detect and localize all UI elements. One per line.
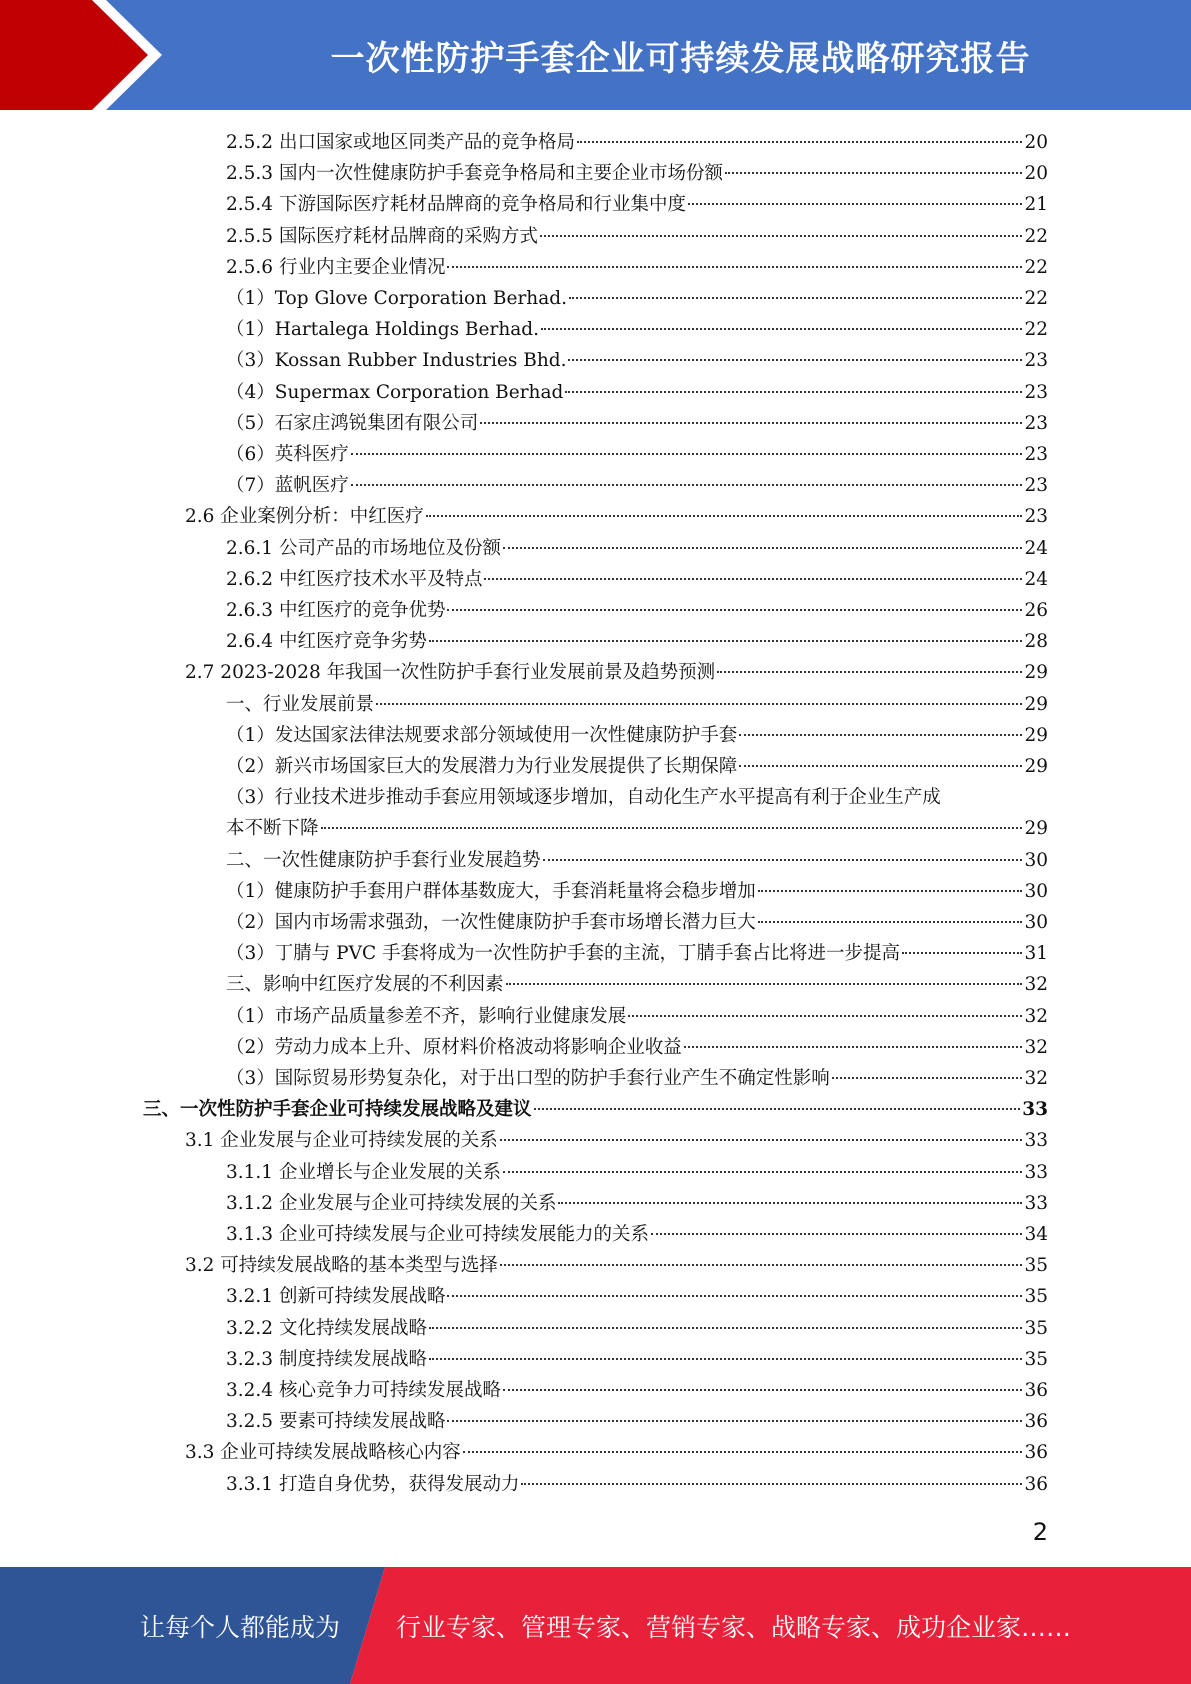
- toc-entry-text: 3.3 企业可持续发展战略核心内容: [185, 1442, 461, 1464]
- report-title: 一次性防护手套企业可持续发展战略研究报告: [330, 38, 1031, 79]
- toc-entry-text: （2）国内市场需求强劲，一次性健康防护手套市场增长潜力巨大: [226, 912, 756, 933]
- toc-dot-leader: [503, 547, 1022, 549]
- toc-entry[interactable]: [0, 1125, 1191, 1156]
- toc-entry-text: 2.6.1 公司产品的市场地位及份额: [226, 537, 501, 559]
- toc-entry-text: （3）国际贸易形势复杂化，对于出口型的防护手套行业产生不确定性影响: [226, 1068, 830, 1089]
- toc-entry[interactable]: [0, 751, 1191, 782]
- toc-dot-leader: [429, 1358, 1022, 1360]
- toc-page-number: 20: [1024, 163, 1048, 185]
- toc-entry-text: 2.5.6 行业内主要企业情况: [226, 256, 446, 278]
- toc-page-number: 24: [1024, 537, 1048, 559]
- toc-page-number: 22: [1024, 319, 1048, 341]
- footer-slogan-left: 让每个人都能成为: [140, 1612, 341, 1642]
- toc-page-number: 32: [1024, 974, 1048, 996]
- toc-entry[interactable]: [0, 377, 1191, 408]
- toc-page-number: 23: [1024, 412, 1048, 434]
- toc-dot-leader: [902, 952, 1022, 954]
- toc-dot-leader: [541, 328, 1022, 330]
- toc-entry[interactable]: [0, 1281, 1191, 1312]
- toc-entry-text: 3.2.2 文化持续发展战略: [226, 1317, 427, 1339]
- toc-entry-text: （6）英科医疗: [226, 444, 349, 465]
- toc-entry-text: 3.2.5 要素可持续发展战略: [226, 1411, 446, 1433]
- toc-entry[interactable]: [0, 408, 1191, 439]
- toc-entry[interactable]: [0, 221, 1191, 252]
- toc-page-number: 29: [1024, 756, 1048, 777]
- toc-dot-leader: [739, 765, 1022, 767]
- toc-entry[interactable]: [0, 1001, 1191, 1032]
- toc-entry-text: 3.1.1 企业增长与企业发展的关系: [226, 1161, 501, 1183]
- toc-entry[interactable]: [0, 283, 1191, 314]
- toc-entry-text: 三、一次性防护手套企业可持续发展战略及建议: [143, 1099, 532, 1121]
- toc-dot-leader: [684, 1046, 1023, 1048]
- toc-dot-leader: [577, 141, 1022, 143]
- toc-entry-text: 3.1 企业发展与企业可持续发展的关系: [185, 1130, 498, 1152]
- toc-entry[interactable]: [0, 1313, 1191, 1344]
- toc-entry-text: （2）劳动力成本上升、原材料价格波动将影响企业收益: [226, 1036, 682, 1058]
- toc-entry[interactable]: [0, 314, 1191, 345]
- toc-entry-text: 三、影响中红医疗发展的不利因素: [226, 974, 504, 996]
- toc-entry-text: （1）Hartalega Holdings Berhad.: [226, 319, 539, 341]
- toc-entry[interactable]: [0, 689, 1191, 720]
- toc-entry-text: 3.2.4 核心竞争力可持续发展战略: [226, 1380, 501, 1401]
- toc-entry[interactable]: [0, 969, 1191, 1000]
- toc-dot-leader: [484, 578, 1022, 580]
- toc-dot-leader: [521, 1483, 1022, 1485]
- toc-entry-text: 3.1.2 企业发展与企业可持续发展的关系: [226, 1192, 557, 1214]
- toc-page-number: 30: [1024, 849, 1048, 871]
- toc-entry[interactable]: [0, 470, 1191, 501]
- toc-entry-text: 2.5.2 出口国家或地区同类产品的竞争格局: [226, 132, 575, 153]
- toc-entry-text: 二、一次性健康防护手套行业发展趋势: [226, 849, 541, 871]
- toc-entry[interactable]: [0, 907, 1191, 938]
- toc-dot-leader: [628, 1015, 1022, 1017]
- toc-dot-leader: [500, 1264, 1023, 1266]
- toc-page-number: 33: [1022, 1099, 1048, 1121]
- toc-entry[interactable]: [0, 439, 1191, 470]
- toc-page-number: 35: [1024, 1317, 1048, 1339]
- toc-dot-leader: [568, 359, 1022, 361]
- toc-entry[interactable]: [0, 1094, 1191, 1125]
- toc-dot-leader: [569, 297, 1022, 299]
- toc-entry-text: （7）蓝帆医疗: [226, 475, 349, 497]
- toc-entry[interactable]: [0, 252, 1191, 283]
- toc-dot-leader: [447, 1295, 1022, 1297]
- toc-entry[interactable]: [0, 1406, 1191, 1437]
- toc-entry[interactable]: [0, 720, 1191, 751]
- toc-dot-leader: [832, 1077, 1023, 1079]
- toc-page-number: 34: [1024, 1224, 1048, 1245]
- toc-page-number: 26: [1024, 600, 1048, 621]
- toc-entry-text: （1）Top Glove Corporation Berhad.: [226, 288, 567, 309]
- toc-entry-text: 3.2 可持续发展战略的基本类型与选择: [185, 1255, 498, 1277]
- toc-entry[interactable]: [0, 1032, 1191, 1063]
- toc-page-number: 28: [1024, 631, 1048, 653]
- toc-entry[interactable]: [0, 813, 1191, 844]
- toc-page-number: 23: [1024, 506, 1048, 528]
- toc-page-number: 23: [1024, 475, 1048, 497]
- toc-dot-leader: [429, 640, 1022, 642]
- toc-page-number: 32: [1024, 1068, 1048, 1089]
- toc-page-number: 29: [1024, 724, 1048, 746]
- toc-page-number: 32: [1024, 1036, 1048, 1058]
- toc-dot-leader: [463, 1451, 1023, 1453]
- toc-entry-text: （3）丁腈与 PVC 手套将成为一次性防护手套的主流，丁腈手套占比将进一步提高: [226, 943, 900, 965]
- toc-entry-text: 3.2.3 制度持续发展战略: [226, 1348, 427, 1370]
- toc-entry[interactable]: [0, 1437, 1191, 1468]
- toc-dot-leader: [429, 1327, 1022, 1329]
- toc-entry-text: （1）发达国家法律法规要求部分领域使用一次性健康防护手套: [226, 724, 738, 746]
- page-number: 2: [1032, 1518, 1048, 1546]
- toc-dot-leader: [688, 203, 1022, 205]
- toc-entry-text: （1）市场产品质量参差不齐，影响行业健康发展: [226, 1005, 627, 1027]
- toc-dot-leader: [321, 827, 1023, 829]
- toc-entry-text: 3.3.1 打造自身优势，获得发展动力: [226, 1473, 520, 1495]
- toc-entry[interactable]: [0, 1157, 1191, 1188]
- toc-dot-leader: [725, 172, 1022, 174]
- toc-entry-text: （5）石家庄鸿锐集团有限公司: [226, 412, 479, 434]
- toc-entry-text: 2.5.3 国内一次性健康防护手套竞争格局和主要企业市场份额: [226, 163, 723, 185]
- toc-page-number: 22: [1024, 256, 1048, 278]
- toc-entry[interactable]: [0, 533, 1191, 564]
- toc-dot-leader: [558, 1202, 1022, 1204]
- toc-page-number: 23: [1024, 444, 1048, 465]
- toc-entry-text: 一、行业发展前景: [226, 693, 375, 715]
- toc-entry[interactable]: [0, 1469, 1191, 1500]
- toc-entry-text: 2.5.5 国际医疗耗材品牌商的采购方式: [226, 225, 538, 247]
- toc-dot-leader: [540, 235, 1022, 237]
- toc-page-number: 23: [1024, 350, 1048, 372]
- toc-page-number: 29: [1024, 818, 1048, 840]
- toc-entry[interactable]: [0, 564, 1191, 595]
- toc-page-number: 36: [1024, 1411, 1048, 1433]
- toc-entry[interactable]: [0, 876, 1191, 907]
- toc-dot-leader: [506, 983, 1023, 985]
- toc-page-number: 22: [1024, 288, 1048, 309]
- toc-dot-leader: [447, 266, 1022, 268]
- toc-dot-leader: [717, 671, 1022, 673]
- toc-page-number: 33: [1024, 1161, 1048, 1183]
- toc-page-number: 33: [1024, 1192, 1048, 1214]
- toc-dot-leader: [376, 703, 1022, 705]
- toc-entry[interactable]: [0, 501, 1191, 532]
- toc-page-number: 32: [1024, 1005, 1048, 1027]
- toc-page-number: 36: [1024, 1380, 1048, 1401]
- toc-entry-text: 2.6.3 中红医疗的竞争优势: [226, 600, 446, 621]
- toc-entry-text: 本不断下降: [226, 818, 319, 840]
- footer-slogan-right: 行业专家、管理专家、营销专家、战略专家、成功企业家……: [396, 1612, 1072, 1642]
- toc-entry-text: （1）健康防护手套用户群体基数庞大，手套消耗量将会稳步增加: [226, 880, 756, 902]
- toc-page-number: 33: [1024, 1130, 1048, 1152]
- toc-page-number: 20: [1024, 132, 1048, 153]
- toc-page-number: 35: [1024, 1348, 1048, 1370]
- toc-entry-text: 2.7 2023-2028 年我国一次性防护手套行业发展前景及趋势预测: [185, 662, 716, 684]
- toc-dot-leader: [758, 890, 1023, 892]
- toc-page-number: 35: [1024, 1255, 1048, 1277]
- toc-entry-text: （3）行业技术进步推动手套应用领域逐步增加，自动化生产水平提高有利于企业生产成: [226, 787, 941, 809]
- toc-entry-text: 3.2.1 创新可持续发展战略: [226, 1286, 446, 1308]
- toc-dot-leader: [534, 1108, 1021, 1110]
- toc-entry[interactable]: [0, 1188, 1191, 1219]
- toc-dot-leader: [351, 453, 1023, 455]
- toc-entry-text: 2.6.2 中红医疗技术水平及特点: [226, 568, 483, 590]
- toc-entry[interactable]: [0, 626, 1191, 657]
- toc-entry-text: （3）Kossan Rubber Industries Bhd.: [226, 350, 567, 372]
- toc-entry-text: 2.5.4 下游国际医疗耗材品牌商的竞争格局和行业集中度: [226, 194, 686, 216]
- toc-entry[interactable]: [0, 1344, 1191, 1375]
- toc-entry-text: 2.6.4 中红医疗竞争劣势: [226, 631, 427, 653]
- toc-page-number: 36: [1024, 1442, 1048, 1464]
- toc-page-number: 22: [1024, 225, 1048, 247]
- toc-page-number: 21: [1024, 194, 1048, 216]
- toc-entry[interactable]: [0, 127, 1191, 158]
- toc-entry[interactable]: [0, 345, 1191, 376]
- toc-page-number: 29: [1024, 662, 1048, 684]
- toc-page-number: 31: [1024, 943, 1048, 965]
- toc-dot-leader: [447, 1420, 1022, 1422]
- toc-entry-text: 3.1.3 企业可持续发展与企业可持续发展能力的关系: [226, 1224, 649, 1245]
- toc-dot-leader: [543, 859, 1023, 861]
- toc-dot-leader: [503, 1389, 1022, 1391]
- toc-page-number: 36: [1024, 1473, 1048, 1495]
- toc-entry[interactable]: [0, 595, 1191, 626]
- toc-entry[interactable]: [0, 1063, 1191, 1094]
- toc-page-number: 35: [1024, 1286, 1048, 1308]
- page-footer: [0, 1567, 1191, 1684]
- toc-dot-leader: [426, 515, 1023, 517]
- toc-page-number: 30: [1024, 912, 1048, 933]
- toc-dot-leader: [351, 484, 1023, 486]
- toc-dot-leader: [500, 1139, 1023, 1141]
- toc-dot-leader: [480, 422, 1022, 424]
- toc-entry[interactable]: [0, 657, 1191, 688]
- toc-entry[interactable]: [0, 189, 1191, 220]
- toc-dot-leader: [447, 609, 1022, 611]
- toc-page-number: 24: [1024, 568, 1048, 590]
- toc-entry[interactable]: [0, 845, 1191, 876]
- toc-entry[interactable]: [0, 1375, 1191, 1406]
- toc-dot-leader: [651, 1233, 1022, 1235]
- toc-dot-leader: [739, 734, 1022, 736]
- toc-page-number: 23: [1024, 381, 1048, 403]
- toc-entry[interactable]: [0, 1250, 1191, 1281]
- page-header: [0, 0, 1191, 110]
- toc-entry-wrapped-line: [0, 782, 1191, 813]
- toc-entry[interactable]: [0, 158, 1191, 189]
- toc-page-number: 30: [1024, 880, 1048, 902]
- toc-entry-text: 2.6 企业案例分析：中红医疗: [185, 506, 424, 528]
- toc-page-number: 29: [1024, 693, 1048, 715]
- toc-entry[interactable]: [0, 938, 1191, 969]
- toc-entry-text: （2）新兴市场国家巨大的发展潜力为行业发展提供了长期保障: [226, 756, 738, 777]
- toc-entry[interactable]: [0, 1219, 1191, 1250]
- toc-dot-leader: [565, 391, 1022, 393]
- toc-dot-leader: [758, 921, 1023, 923]
- toc-entry-text: （4）Supermax Corporation Berhad: [226, 381, 564, 403]
- toc-dot-leader: [503, 1171, 1022, 1173]
